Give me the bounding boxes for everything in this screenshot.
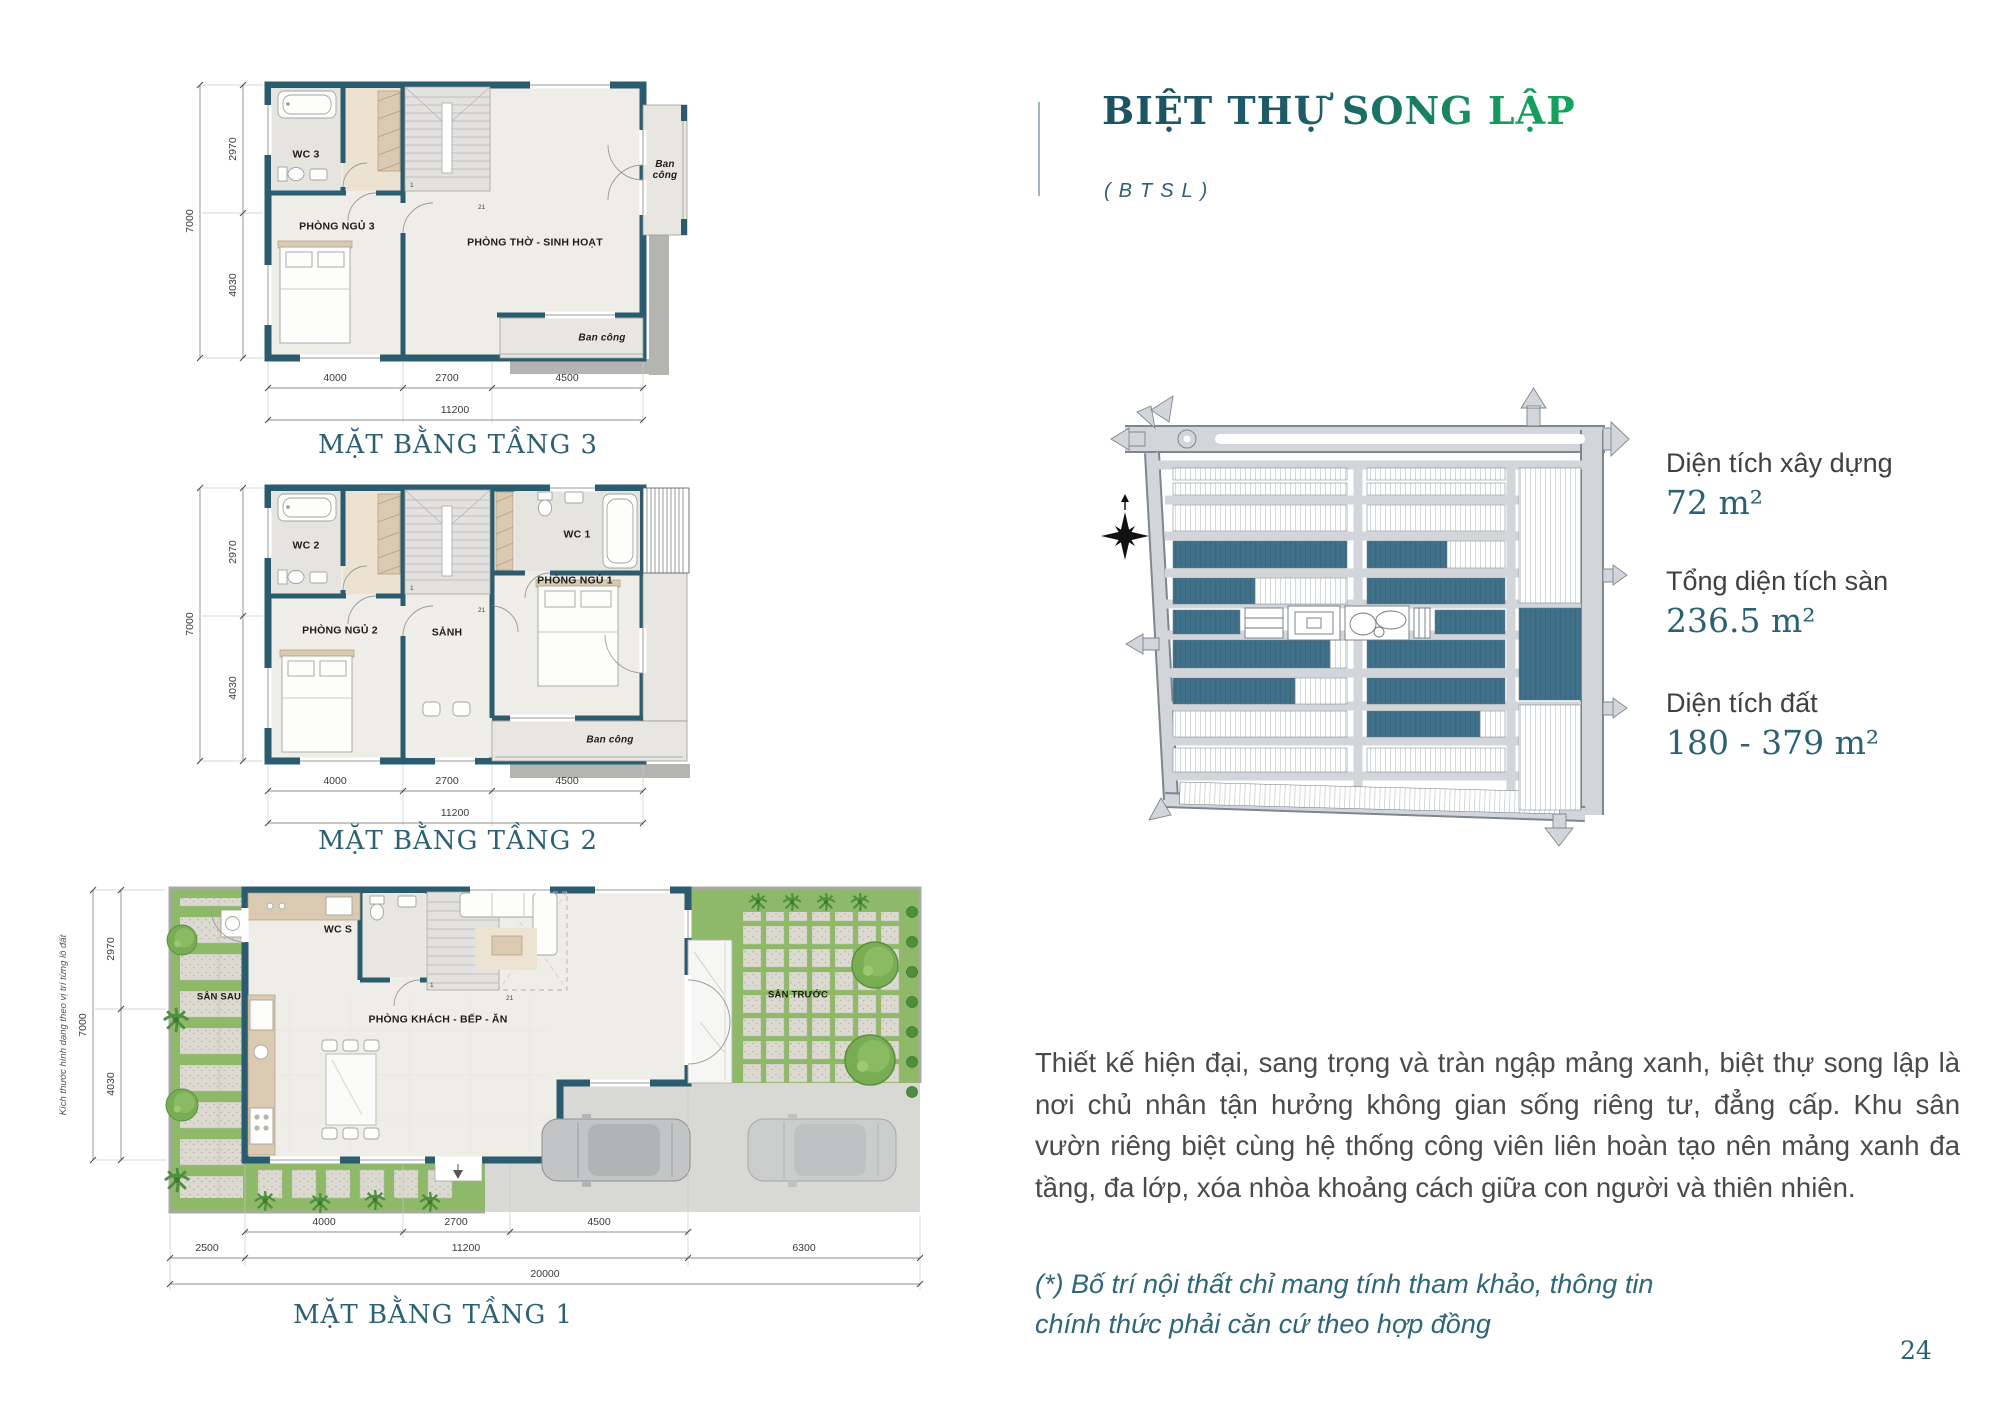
svg-text:11200: 11200 [451, 1242, 481, 1254]
compass-icon [1101, 494, 1149, 560]
stairs-icon [405, 87, 490, 191]
bed-icon [536, 580, 620, 686]
dining-table-icon [322, 1040, 379, 1139]
balcony [643, 573, 687, 721]
stat-built-area [1666, 448, 1996, 522]
svg-text:20000: 20000 [530, 1268, 560, 1280]
svg-text:2970: 2970 [227, 540, 239, 564]
toilet-icon [278, 167, 304, 181]
svg-text:4000: 4000 [312, 1216, 336, 1228]
room-label-bedroom2: PHÒNG NGỦ 2 [302, 624, 378, 637]
room-label-wc1: WC 1 [563, 528, 591, 541]
bathtub-icon [278, 91, 336, 118]
car-icon [748, 1114, 896, 1187]
site-map [1095, 368, 1640, 850]
svg-text:2500: 2500 [195, 1242, 219, 1254]
room-label-living1: PHÒNG KHÁCH - BẾP - ĂN [368, 1013, 508, 1026]
svg-text:2970: 2970 [105, 937, 117, 961]
floor3-title: MẶT BẰNG TẦNG 3 [317, 430, 599, 460]
stat-land-area [1666, 688, 1996, 762]
room-label-backyard: SÂN SAU [196, 991, 242, 1003]
stairs-icon [405, 490, 490, 594]
floor1-title: MẶT BẰNG TẦNG 1 [292, 1300, 574, 1330]
room-label-balcony: Ban công [586, 734, 634, 746]
floor3-plan [150, 75, 750, 427]
svg-text:4500: 4500 [587, 1216, 611, 1228]
svg-text:4030: 4030 [227, 273, 239, 297]
stat-label: Diện tích xây dựng [1666, 448, 1893, 478]
bathtub-icon [603, 494, 637, 568]
floor2-drawing [150, 478, 750, 830]
entry-porch [435, 1163, 482, 1181]
room-label-living3: PHÒNG THỜ - SINH HOẠT [467, 236, 603, 249]
floor3-drawing [150, 75, 750, 427]
stair-end: 21 [478, 607, 486, 614]
toilet-icon [538, 492, 552, 516]
floor1-plan [30, 880, 970, 1300]
svg-text:4030: 4030 [105, 1072, 117, 1096]
svg-text:6300: 6300 [792, 1242, 816, 1254]
car-icon [542, 1114, 690, 1187]
site-map-lots [1173, 468, 1581, 814]
svg-text:2700: 2700 [444, 1216, 468, 1228]
amenity-area [1245, 606, 1430, 640]
svg-text:4000: 4000 [323, 372, 347, 384]
patio [688, 940, 732, 1083]
page-subtitle: (BTSL) [1104, 180, 1216, 202]
floor2-title: MẶT BẰNG TẦNG 2 [317, 826, 599, 856]
stair-start: 1 [430, 982, 434, 989]
sink-icon [310, 572, 327, 583]
bed-icon [280, 650, 354, 752]
title-rule [1038, 102, 1040, 196]
bathtub-icon [278, 494, 336, 521]
floor2-plan [150, 478, 750, 830]
svg-text:4000: 4000 [323, 775, 347, 787]
svg-text:4500: 4500 [555, 775, 579, 787]
trellis-icon [643, 488, 689, 573]
svg-text:11200: 11200 [440, 404, 470, 416]
room-label-balcony-side: Ban công [652, 159, 678, 181]
svg-text:2700: 2700 [435, 372, 459, 384]
page-number: 24 [1900, 1336, 1932, 1365]
svg-text:2970: 2970 [227, 137, 239, 161]
stair-end: 21 [478, 204, 486, 211]
stat-value: 236.5 m² [1666, 601, 1816, 640]
toilet-icon [278, 570, 304, 584]
svg-text:7000: 7000 [77, 1013, 89, 1037]
page-title: BIỆT THỰ SONG LẬP [1102, 88, 1576, 133]
room-label-frontyard: SÂN TRƯỚC [767, 989, 829, 1001]
description-text: Thiết kế hiện đại, sang trọng và tràn ngập mảng xanh, biệt thự song lập là nơi chủ nhân tận hưởng không gian sống riêng tư, đẳng cấp. Khu sân vườn riêng biệt cùng hệ thống công viên liên hoàn tạo nên mảng xanh đa tầng, đa lớp, xóa nhòa khoảng cách giữa con người và thiên nhiên. [1035, 1047, 1960, 1203]
sink-icon [398, 896, 416, 907]
room-label-bedroom1: PHÒNG NGỦ 1 [537, 574, 613, 587]
stat-floor-area [1666, 566, 1996, 640]
bed-icon [278, 241, 352, 343]
stat-value: 180 - 379 m² [1666, 723, 1880, 762]
svg-text:4030: 4030 [227, 676, 239, 700]
room-label-wcs: WC S [323, 923, 353, 936]
room-label-hall: SẢNH [431, 626, 463, 639]
hall-floor [406, 599, 489, 758]
stair-start: 1 [410, 182, 414, 189]
svg-text:4500: 4500 [555, 372, 579, 384]
stair-end: 21 [506, 995, 514, 1002]
stat-label: Tổng diện tích sàn [1666, 566, 1889, 596]
svg-text:7000: 7000 [184, 612, 196, 636]
washer-icon [221, 910, 244, 937]
sink-icon [310, 169, 327, 180]
floor1-drawing [30, 880, 970, 1300]
footnote-text: (*) Bố trí nội thất chỉ mang tính tham khảo, thông tin chính thức phải căn cứ theo hợp đồng [1035, 1269, 1654, 1339]
room-label-balcony-bottom: Ban công [578, 332, 626, 344]
sink-icon [565, 492, 583, 503]
wardrobe-icon [378, 91, 400, 171]
svg-text:11200: 11200 [440, 807, 470, 819]
room-label-bedroom3: PHÒNG NGỦ 3 [299, 220, 375, 233]
svg-text:7000: 7000 [184, 209, 196, 233]
room-label-wc2: WC 2 [292, 539, 320, 552]
stat-label: Diện tích đất [1666, 688, 1818, 718]
room-label-wc3: WC 3 [292, 148, 320, 161]
toilet-icon [370, 896, 384, 920]
stat-value: 72 m² [1666, 483, 1764, 522]
stair-start: 1 [410, 585, 414, 592]
svg-text:2700: 2700 [435, 775, 459, 787]
lot-note: Kích thước hình dạng theo vị trí từng lô đất [58, 934, 69, 1116]
